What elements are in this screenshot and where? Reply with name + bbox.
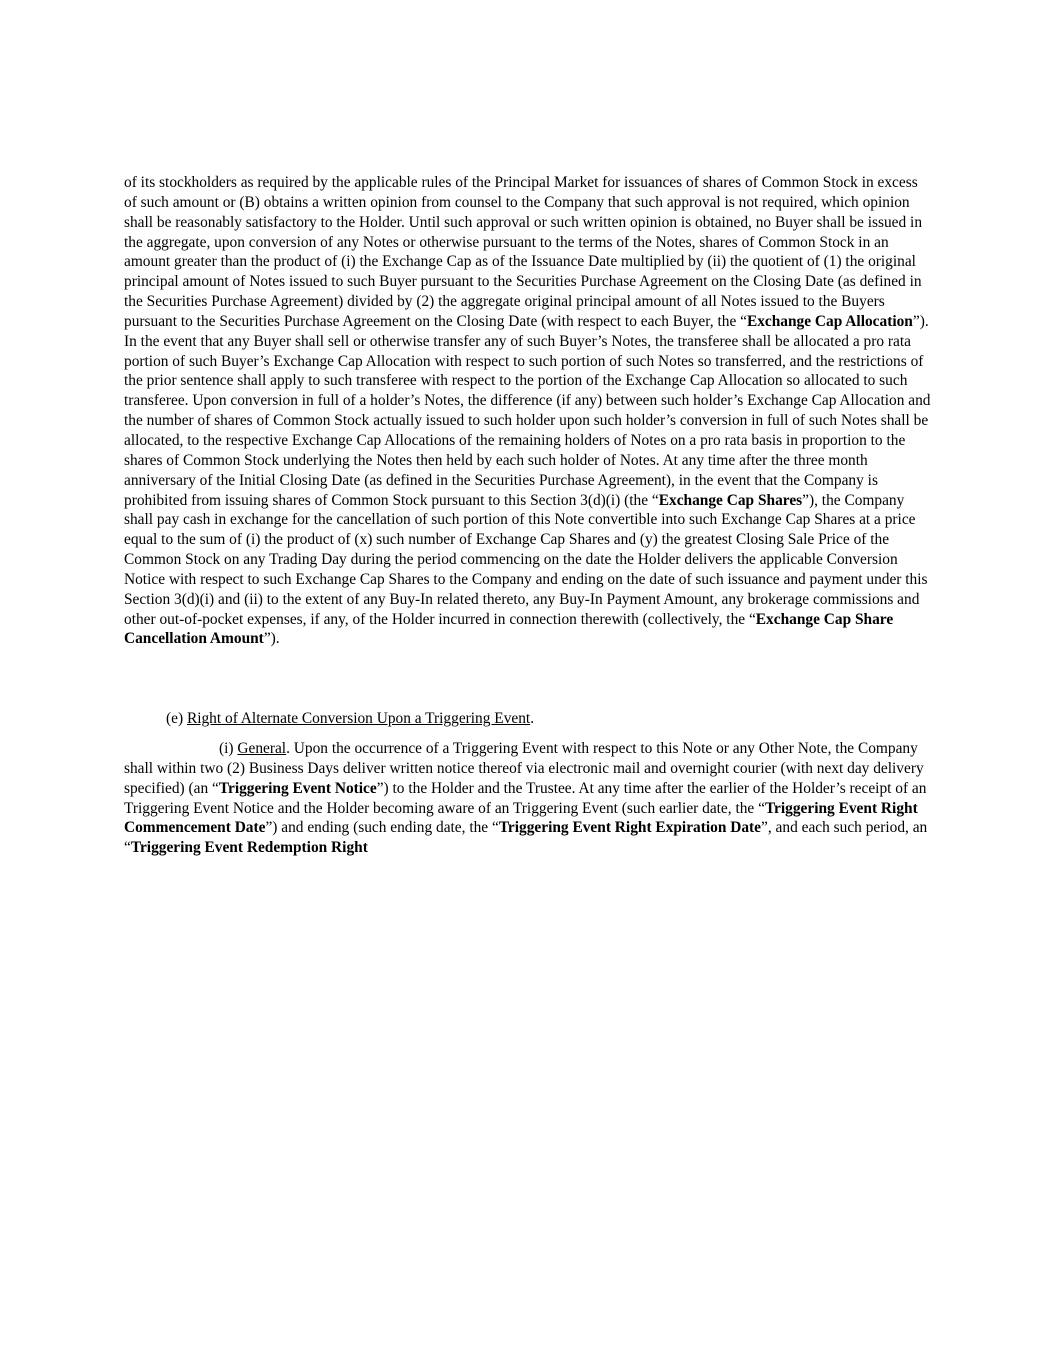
text-run: . <box>530 710 535 727</box>
defined-term-exchange-cap-allocation: Exchange Cap Allocation <box>746 312 913 330</box>
text-run: ”). <box>263 630 280 648</box>
text-run: ”) to the Holder and the Trustee. At any time after the earlier of the Holder’s receipt of an Triggering Event Notice and the Holder becoming aware of an Triggering Event (such earlier date, the “ <box>124 779 927 817</box>
text-run: of its stockholders as required by the applicable rules of the Principal Market for issuances of shares of Common Stock in excess of such amount or (B) obtains a written opinion from counsel to the Company that such approval is not required, which opinion shall be reasonably satisfactory to the Holder. Until such approval or such written opinion is obtained, no Buyer shall be issued in the aggregate, upon conversion of any Notes or otherwise pursuant to the terms of the Notes, shares of Common Stock in an amount greater than the product of (i) the Exchange Cap as of the Issuance Date multiplied by (ii) the quotient of (1) the original principal amount of Notes issued to such Buyer pursuant to the Securities Purchase Agreement on the Closing Date (as defined in the Securities Purchase Agreement) divided by (2) the aggregate original principal amount of all Notes issued to the Buyers pursuant to the Securities Purchase Agreement on the Closing Date (with respect to each Buyer, the “ <box>124 174 923 330</box>
section-number: (e) <box>166 710 187 727</box>
general-paragraph <box>124 739 932 858</box>
defined-term-exchange-cap-share-cancellation-amount: Exchange Cap Share Cancellation Amount <box>124 610 894 648</box>
text-run: . Upon the occurrence of a Triggering Event with respect to this Note or any Other Note, the Company shall within two (2) Business Days deliver written notice thereof via electronic mail and overnight courier (with next day delivery specified) (an “ <box>124 740 924 797</box>
defined-term-triggering-event-right-expiration-date: Triggering Event Right Expiration Date <box>498 819 762 837</box>
defined-term-triggering-event-right-commencement-date: Triggering Event Right Commencement Date <box>124 799 918 837</box>
text-run: ”). In the event that any Buyer shall sell or otherwise transfer any of such Buyer’s Notes, the transferee shall be allocated a pro rata portion of such Buyer’s Exchange Cap Allocation with respect to such portion of such Notes so transferred, and the restrictions of the prior sentence shall apply to such transferee with respect to the portion of the Exchange Cap Allocation so allocated to such transferee. Upon conversion in full of a holder’s Notes, the difference (if any) between such holder’s Exchange Cap Allocation and the number of shares of Common Stock actually issued to such holder upon such holder’s conversion in full of such Notes shall be allocated, to the respective Exchange Cap Allocations of the remaining holders of Notes on a pro rata basis in proportion to the shares of Common Stock underlying the Notes then held by each such holder of Notes. At any time after the three month anniversary of the Initial Closing Date (as defined in the Securities Purchase Agreement), in the event that the Company is prohibited from issuing shares of Common Stock pursuant to this Section 3(d)(i) (the “ <box>124 312 931 509</box>
subsection-title: General <box>237 740 287 757</box>
text-run: ”), the Company shall pay cash in exchange for the cancellation of such portion of this Note convertible into such Exchange Cap Shares at a price equal to the sum of (i) the product of (x) such number of Exchange Cap Shares and (y) the greatest Closing Sale Price of the Common Stock on any Trading Day during the period commencing on the date the Holder delivers the applicable Conversion Notice with respect to such Exchange Cap Shares to the Company and ending on the date of such issuance and payment under this Section 3(d)(i) and (ii) to the extent of any Buy-In related thereto, any Buy-In Payment Amount, any brokerage commissions and other out-of-pocket expenses, if any, of the Holder incurred in connection therewith (collectively, the “ <box>124 491 928 628</box>
defined-term-triggering-event-notice: Triggering Event Notice <box>218 779 377 797</box>
section-heading-e <box>166 709 926 729</box>
text-run: ”) and ending (such ending date, the “ <box>265 819 499 837</box>
defined-term-triggering-event-redemption-right: Triggering Event Redemption Right <box>130 839 368 857</box>
section-title: Right of Alternate Conversion Upon a Triggering Event <box>186 710 531 727</box>
text-run: ”, and each such period, an “ <box>124 819 928 857</box>
exchange-cap-paragraph <box>124 173 932 649</box>
defined-term-exchange-cap-shares: Exchange Cap Shares <box>658 491 803 509</box>
subsection-number: (i) <box>219 740 238 757</box>
